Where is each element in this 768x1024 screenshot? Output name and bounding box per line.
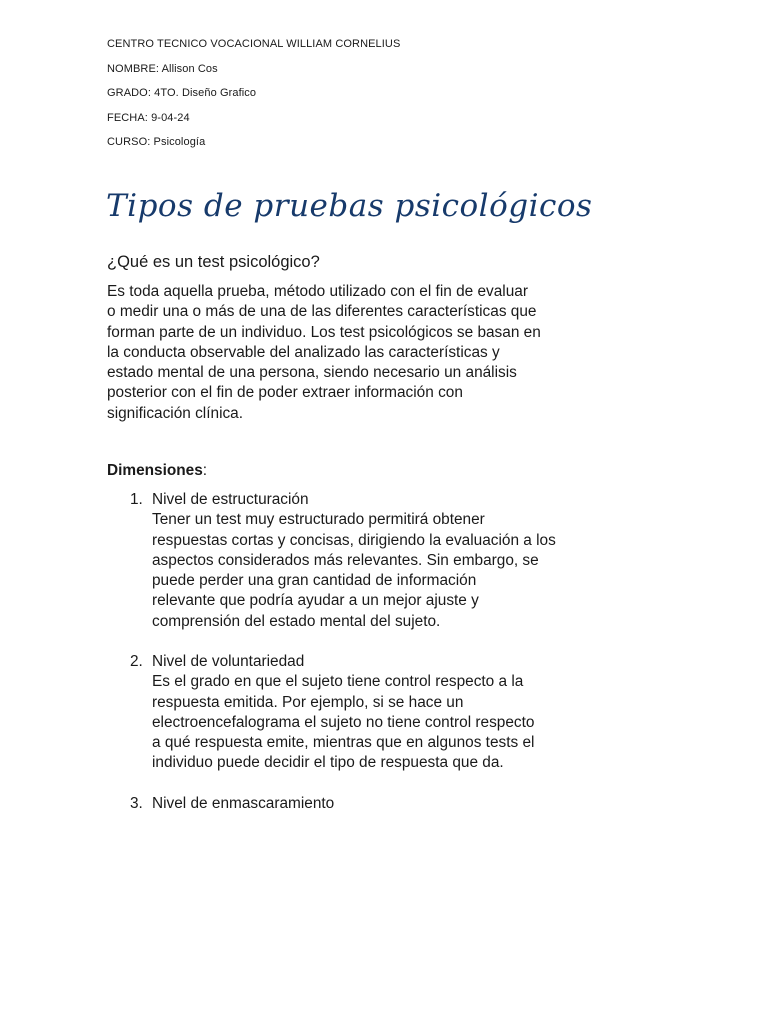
paragraph-line: estado mental de una persona, siendo necesario un análisis <box>107 364 517 382</box>
paragraph-line: la conducta observable del analizado las características y <box>107 343 500 361</box>
list-item-line: puede perder una gran cantidad de información <box>152 572 477 590</box>
paragraph-line: significación clínica. <box>107 404 244 422</box>
list-item-line: respuesta emitida. Por ejemplo, si se hace un <box>152 693 464 711</box>
intro-paragraph <box>107 282 667 424</box>
list-item-title: Nivel de estructuración <box>152 491 309 508</box>
list-item-number: 3. <box>130 795 143 812</box>
dimensions-heading <box>107 461 207 481</box>
list-item-line: comprensión del estado mental del sujeto. <box>152 612 441 630</box>
school-name: CENTRO TECNICO VOCACIONAL WILLIAM CORNELIUS <box>107 38 401 50</box>
list-item-number: 1. <box>130 491 143 508</box>
list-item-body <box>152 794 672 814</box>
paragraph-line: posterior con el fin de poder extraer información con <box>107 384 463 402</box>
paragraph-line: forman parte de un individuo. Los test psicológicos se basan en <box>107 323 541 341</box>
list-item-line: respuestas cortas y concisas, dirigiendo la evaluación a los <box>152 531 556 549</box>
list-item-line: Tener un test muy estructurado permitirá obtener <box>152 511 485 529</box>
dimensions-heading-text: Dimensiones <box>107 462 203 479</box>
list-item-title: Nivel de voluntariedad <box>152 653 305 670</box>
list-item-body <box>152 490 672 632</box>
list-item-title: Nivel de enmascaramiento <box>152 795 335 812</box>
list-item-body <box>152 652 672 774</box>
dimensions-heading-colon: : <box>202 462 208 479</box>
list-item-line: relevante que podría ayudar a un mejor ajuste y <box>152 592 479 610</box>
list-item-line: individuo puede decidir el tipo de respuesta que da. <box>152 754 504 772</box>
list-item-number: 2. <box>130 653 143 670</box>
paragraph-line: Es toda aquella prueba, método utilizado con el fin de evaluar <box>107 283 528 300</box>
paragraph-line: o medir una o más de una de las diferentes características que <box>107 303 537 321</box>
document-date: FECHA: 9-04-24 <box>107 111 190 124</box>
list-item-line: a qué respuesta emite, mientras que en algunos tests el <box>152 734 535 752</box>
page-title: Tipos de pruebas psicológicos <box>106 188 593 224</box>
list-item-line: electroencefalograma el sujeto no tiene control respecto <box>152 713 535 731</box>
student-name: NOMBRE: Allison Cos <box>107 62 218 75</box>
course-name: CURSO: Psicología <box>107 136 206 149</box>
document-header <box>107 38 707 161</box>
student-grade: GRADO: 4TO. Diseño Grafico <box>107 87 257 100</box>
section-question: ¿Qué es un test psicológico? <box>107 253 320 271</box>
list-item-line: aspectos considerados más relevantes. Sin embargo, se <box>152 551 539 569</box>
list-item-line: Es el grado en que el sujeto tiene control respecto a la <box>152 673 524 691</box>
